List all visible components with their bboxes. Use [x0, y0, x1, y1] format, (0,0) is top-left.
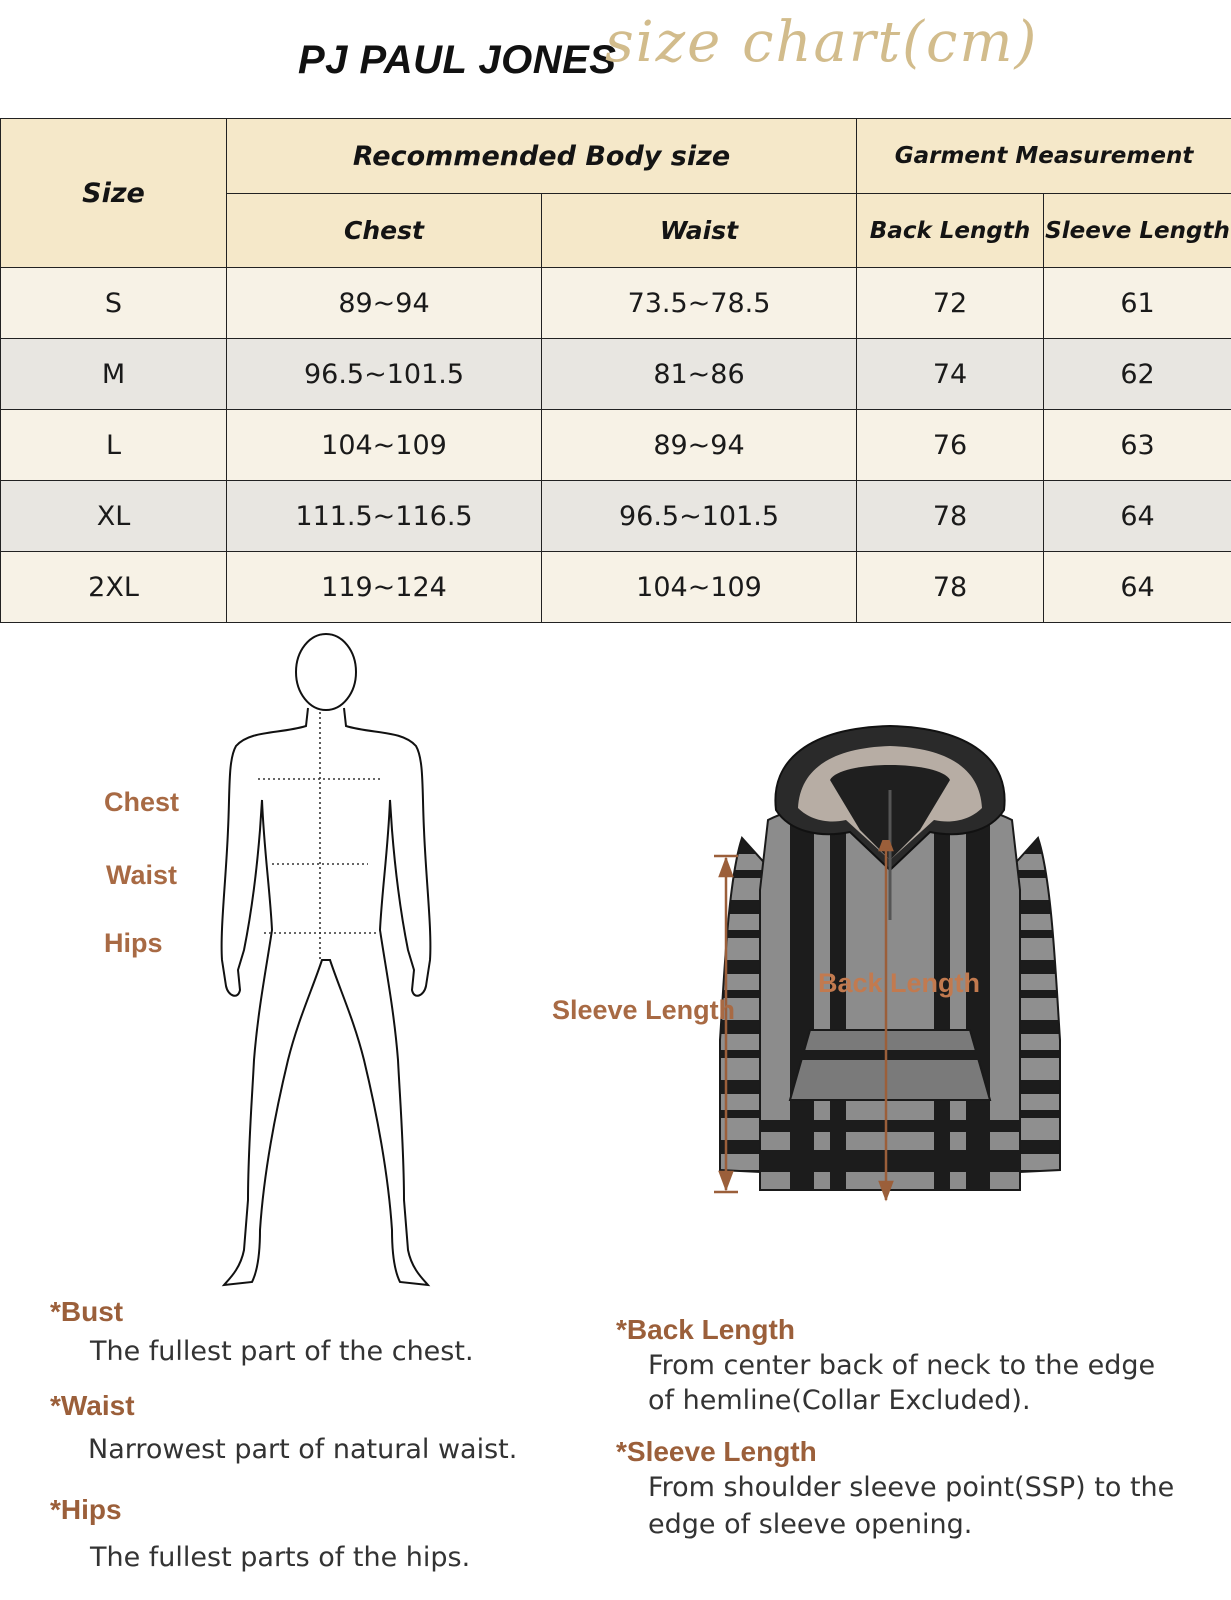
header-back-length: Back Length — [857, 194, 1044, 268]
cell-size: L — [1, 410, 227, 481]
table-row — [1, 268, 1231, 339]
cell-back: 78 — [857, 481, 1044, 552]
cell-sleeve: 63 — [1044, 410, 1231, 481]
cell-waist: 104~109 — [542, 552, 857, 623]
label-hips: Hips — [104, 928, 163, 958]
page-header — [0, 0, 1231, 118]
cell-size: XL — [1, 481, 227, 552]
cell-size: M — [1, 339, 227, 410]
table-row — [1, 410, 1231, 481]
cell-chest: 89~94 — [227, 268, 542, 339]
cell-sleeve: 62 — [1044, 339, 1231, 410]
header-chest: Chest — [227, 194, 542, 268]
note-bust-body: The fullest part of the chest. — [90, 1336, 474, 1367]
cell-sleeve: 61 — [1044, 268, 1231, 339]
cell-waist: 73.5~78.5 — [542, 268, 857, 339]
body-outline-figure — [200, 630, 460, 1290]
cell-back: 72 — [857, 268, 1044, 339]
note-sleeve-body-2: edge of sleeve opening. — [648, 1509, 973, 1540]
cell-waist: 89~94 — [542, 410, 857, 481]
cell-waist: 96.5~101.5 — [542, 481, 857, 552]
note-back-body-2: of hemline(Collar Excluded). — [648, 1385, 1031, 1416]
cell-chest: 119~124 — [227, 552, 542, 623]
header-waist: Waist — [542, 194, 857, 268]
note-bust-title: *Bust — [50, 1296, 124, 1327]
measurement-arrows — [690, 840, 910, 1220]
cell-back: 76 — [857, 410, 1044, 481]
label-sleeve-length: Sleeve Length — [552, 995, 736, 1025]
label-back-length: Back Length — [818, 968, 981, 998]
table-row — [1, 481, 1231, 552]
cell-back: 74 — [857, 339, 1044, 410]
note-waist-body: Narrowest part of natural waist. — [88, 1434, 518, 1465]
note-waist-title: *Waist — [50, 1390, 135, 1421]
table-row — [1, 339, 1231, 410]
cell-sleeve: 64 — [1044, 481, 1231, 552]
table-row — [1, 552, 1231, 623]
label-chest: Chest — [104, 787, 180, 817]
note-sleeve-body-1: From shoulder sleeve point(SSP) to the — [648, 1472, 1175, 1503]
note-hips-body: The fullest parts of the hips. — [90, 1542, 471, 1573]
cell-sleeve: 64 — [1044, 552, 1231, 623]
header-body-group: Recommended Body size — [227, 119, 857, 194]
note-hips-title: *Hips — [50, 1494, 122, 1525]
note-back-title: *Back Length — [616, 1314, 795, 1345]
cell-size: 2XL — [1, 552, 227, 623]
cell-size: S — [1, 268, 227, 339]
size-table — [0, 118, 1231, 623]
header-garment-group: Garment Measurement — [857, 119, 1231, 194]
note-sleeve-title: *Sleeve Length — [616, 1436, 817, 1467]
cell-chest: 104~109 — [227, 410, 542, 481]
chart-title: size chart(cm) — [605, 10, 1039, 75]
cell-waist: 81~86 — [542, 339, 857, 410]
note-back-body-1: From center back of neck to the edge — [648, 1350, 1156, 1381]
header-size: Size — [1, 119, 227, 268]
cell-back: 78 — [857, 552, 1044, 623]
label-waist: Waist — [106, 860, 178, 890]
brand-name: PJ PAUL JONES — [298, 38, 617, 82]
header-sleeve-length: Sleeve Length — [1044, 194, 1231, 268]
cell-chest: 111.5~116.5 — [227, 481, 542, 552]
cell-chest: 96.5~101.5 — [227, 339, 542, 410]
